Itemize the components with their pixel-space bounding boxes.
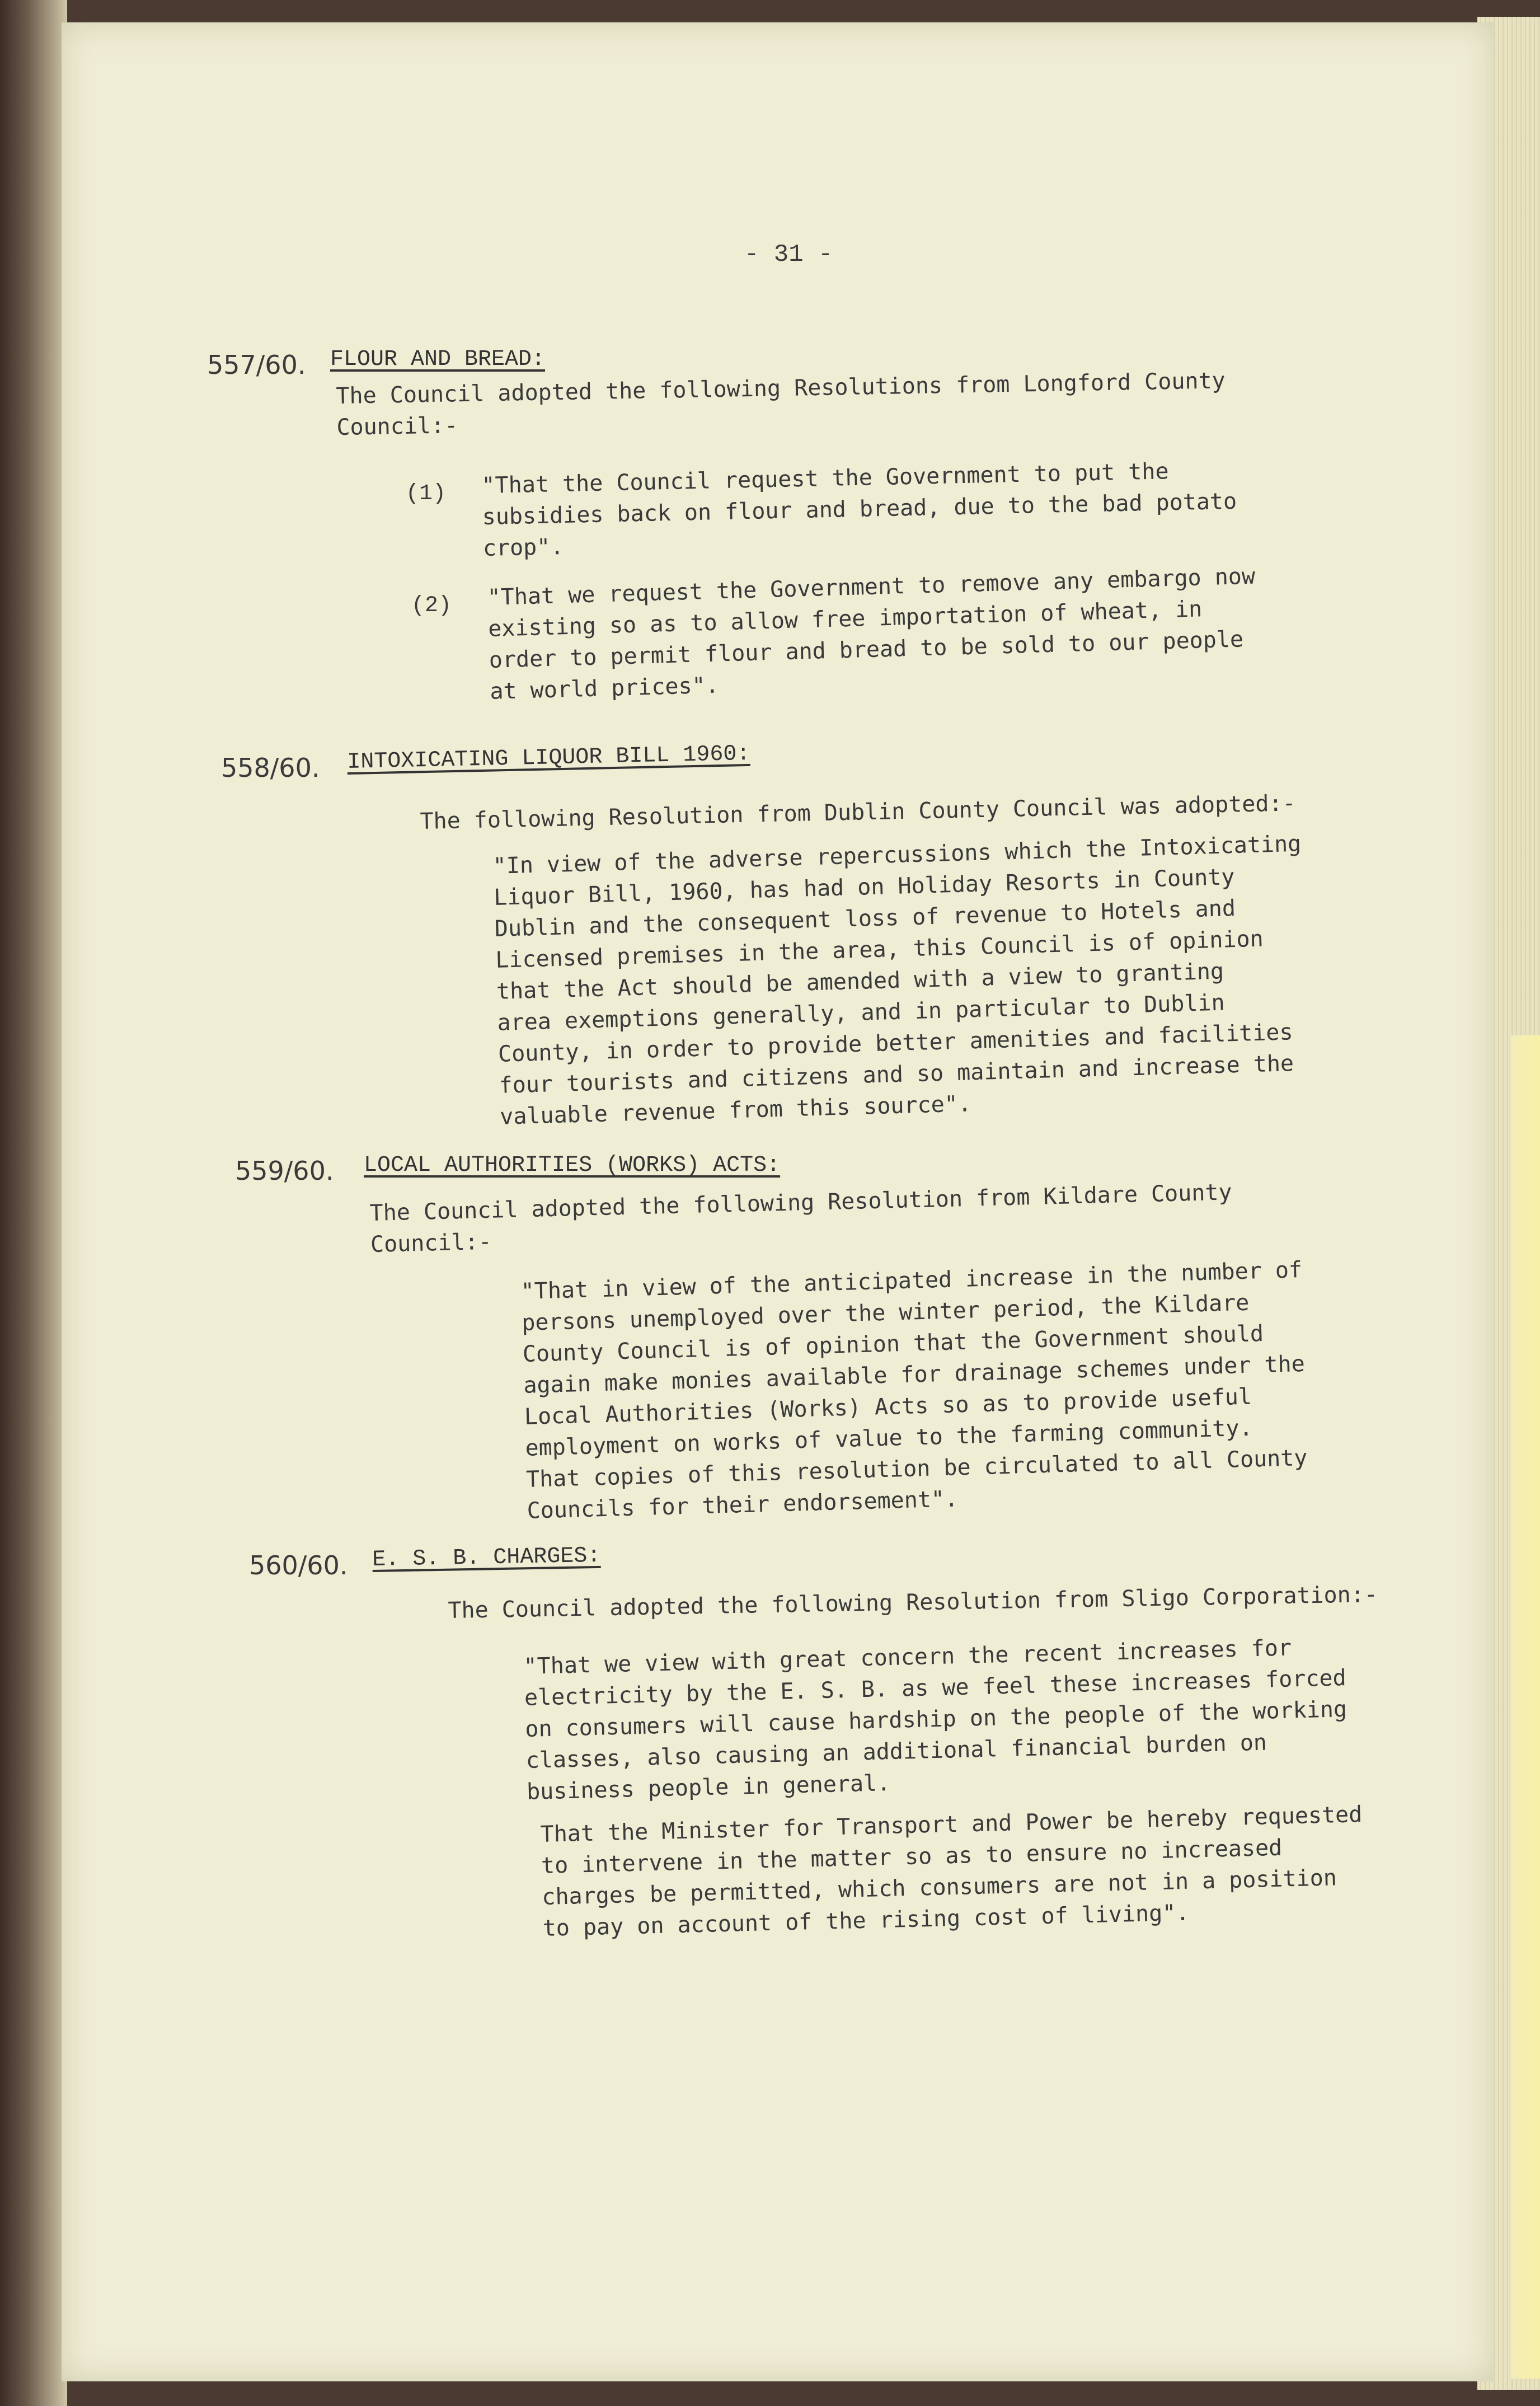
resolution-557-2: "That we request the Government to remove any embargo now existing so as to allow free importation of wheat, in order to permit flour and bread to be sold to our people at world prices". — [487, 563, 1256, 705]
intro-559: The Council adopted the following Resolution from Kildare County Council:- — [369, 1179, 1233, 1258]
resolution-559: "That in view of the anticipated increase in the number of persons unemployed over the winter period, the Kildare County Council is of opinion that the Government should again make monies available for drainage schemes under the Local Authorities (Works) Acts so as to provide useful employment on works of value to the farming community. That copies of this resolution be circulated to all County Councils for their endorsement". — [520, 1256, 1308, 1524]
resolution-557-1: "That the Council request the Government to put the subsidies back on flour and bread, due to the bad potato crop". — [481, 458, 1237, 561]
heading-local-authorities-works-acts: LOCAL AUTHORITIES (WORKS) ACTS: — [364, 1153, 781, 1178]
item-number-557: 557/60. — [207, 350, 306, 380]
heading-intoxicating-liquor-bill: INTOXICATING LIQUOR BILL 1960: — [347, 741, 750, 775]
resolution-560-part1: "That we view with great concern the recent increases for electricity by the E. S. B. as we feel these increases forced on consumers will cause hardship on the people of the working classes, also causing an additional financial burden on business people in general. — [523, 1635, 1348, 1805]
heading-flour-and-bread: FLOUR AND BREAD: — [330, 347, 546, 372]
resolution-560-part2: That the Minister for Transport and Power be hereby requested to intervene in the matter so as to ensure no increased charges be permitted, which consumers are not in a position to pay on account of the rising cost of living". — [540, 1802, 1363, 1941]
resolution-558: "In view of the adverse repercussions which the Intoxicating Liquor Bill, 1960, has had on Holiday Resorts in County Dublin and the consequent loss of revenue to Hotels and Licensed premises in the area, this Council is of opinion that the Act should be amended with a view to granting area exemptions generally, and in particular to Dublin County, in order to provide better amenities and facilities four tourists and citizens and so maintain and increase the valuable revenue from this source". — [492, 831, 1302, 1130]
page-edges-tab — [1511, 1035, 1540, 2379]
intro-558: The following Resolution from Dublin County Council was adopted:- — [420, 790, 1297, 834]
heading-esb-charges: E. S. B. CHARGES: — [372, 1543, 601, 1573]
item-number-558: 558/60. — [221, 753, 320, 783]
intro-557: The Council adopted the following Resolutions from Longford County Council:- — [336, 368, 1226, 440]
item-number-560: 560/60. — [249, 1550, 348, 1580]
book-binding — [0, 0, 67, 2406]
item-number-559: 559/60. — [235, 1156, 334, 1186]
resolution-marker-1: (1) — [406, 481, 447, 506]
resolution-marker-2: (2) — [411, 593, 452, 618]
intro-560: The Council adopted the following Resolution from Sligo Corporation:- — [448, 1581, 1378, 1624]
page-number: - 31 - — [744, 241, 833, 269]
